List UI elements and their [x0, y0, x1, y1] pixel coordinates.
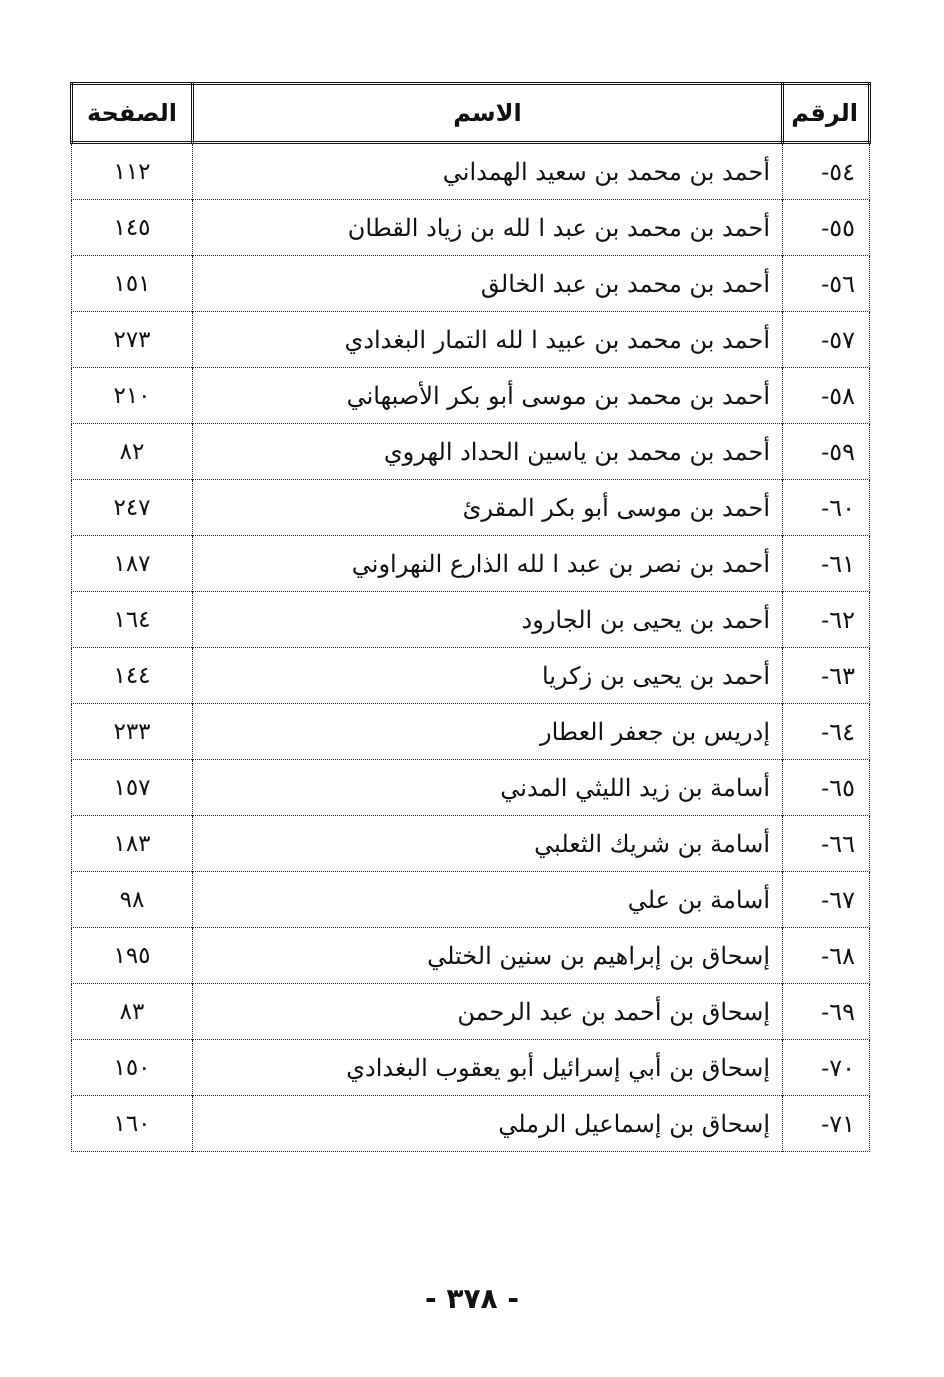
header-page: الصفحة: [72, 84, 193, 143]
row-number: ٥٥-: [783, 200, 870, 256]
row-number: ٦١-: [783, 536, 870, 592]
row-number: ٦٩-: [783, 984, 870, 1040]
header-row: [72, 84, 870, 143]
table-row: [72, 312, 870, 368]
table-body: [72, 143, 870, 1152]
table-row: [72, 648, 870, 704]
row-name: أحمد بن محمد بن عبيد ا لله التمار البغدادي: [193, 312, 783, 368]
table-row: [72, 143, 870, 200]
row-page: ٨٣: [72, 984, 193, 1040]
page-number: - ٣٧٨ -: [424, 1282, 520, 1315]
row-name: إسحاق بن إسماعيل الرملي: [193, 1096, 783, 1152]
row-page: ٩٨: [72, 872, 193, 928]
row-name: أحمد بن محمد بن عبد ا لله بن زياد القطان: [193, 200, 783, 256]
row-number: ٧٠-: [783, 1040, 870, 1096]
row-page: ٢٧٣: [72, 312, 193, 368]
row-number: ٦٦-: [783, 816, 870, 872]
table-row: [72, 368, 870, 424]
row-name: أسامة بن زيد الليثي المدني: [193, 760, 783, 816]
row-number: ٥٤-: [783, 143, 870, 200]
row-page: ١٤٤: [72, 648, 193, 704]
table-row: [72, 592, 870, 648]
row-page: ١١٢: [72, 143, 193, 200]
row-page: ٢١٠: [72, 368, 193, 424]
row-page: ٨٢: [72, 424, 193, 480]
row-page: ١٥٠: [72, 1040, 193, 1096]
row-number: ٦٣-: [783, 648, 870, 704]
table-row: [72, 1040, 870, 1096]
table-row: [72, 536, 870, 592]
row-name: إسحاق بن أبي إسرائيل أبو يعقوب البغدادي: [193, 1040, 783, 1096]
row-name: إسحاق بن إبراهيم بن سنين الختلي: [193, 928, 783, 984]
row-number: ٦٨-: [783, 928, 870, 984]
row-name: أحمد بن محمد بن موسى أبو بكر الأصبهاني: [193, 368, 783, 424]
row-page: ١٥٧: [72, 760, 193, 816]
row-number: ٥٩-: [783, 424, 870, 480]
row-page: ١٦٤: [72, 592, 193, 648]
table-row: [72, 424, 870, 480]
row-number: ٧١-: [783, 1096, 870, 1152]
row-name: أحمد بن نصر بن عبد ا لله الذارع النهراوني: [193, 536, 783, 592]
row-page: ١٨٣: [72, 816, 193, 872]
row-page: ١٤٥: [72, 200, 193, 256]
table-row: [72, 928, 870, 984]
row-page: ١٦٠: [72, 1096, 193, 1152]
table-row: [72, 1096, 870, 1152]
header-name: الاسم: [193, 84, 783, 143]
row-number: ٦٤-: [783, 704, 870, 760]
row-name: أسامة بن شريك الثعلبي: [193, 816, 783, 872]
row-page: ٢٣٣: [72, 704, 193, 760]
row-name: إدريس بن جعفر العطار: [193, 704, 783, 760]
row-number: ٥٦-: [783, 256, 870, 312]
table-row: [72, 984, 870, 1040]
row-name: أسامة بن علي: [193, 872, 783, 928]
row-page: ١٥١: [72, 256, 193, 312]
row-name: أحمد بن محمد بن ياسين الحداد الهروي: [193, 424, 783, 480]
row-name: أحمد بن محمد بن عبد الخالق: [193, 256, 783, 312]
row-name: أحمد بن محمد بن سعيد الهمداني: [193, 143, 783, 200]
row-name: إسحاق بن أحمد بن عبد الرحمن: [193, 984, 783, 1040]
row-number: ٦٧-: [783, 872, 870, 928]
table-row: [72, 760, 870, 816]
header-number: الرقم: [783, 84, 870, 143]
table-row: [72, 480, 870, 536]
table-row: [72, 816, 870, 872]
row-name: أحمد بن يحيى بن زكريا: [193, 648, 783, 704]
row-number: ٦٥-: [783, 760, 870, 816]
row-page: ١٨٧: [72, 536, 193, 592]
table-header: [72, 84, 870, 143]
row-number: ٥٨-: [783, 368, 870, 424]
index-table: [70, 82, 871, 1152]
table-row: [72, 256, 870, 312]
row-number: ٦٠-: [783, 480, 870, 536]
row-number: ٥٧-: [783, 312, 870, 368]
table-row: [72, 872, 870, 928]
row-page: ٢٤٧: [72, 480, 193, 536]
row-page: ١٩٥: [72, 928, 193, 984]
row-number: ٦٢-: [783, 592, 870, 648]
row-name: أحمد بن يحيى بن الجارود: [193, 592, 783, 648]
table-row: [72, 704, 870, 760]
table-row: [72, 200, 870, 256]
row-name: أحمد بن موسى أبو بكر المقرئ: [193, 480, 783, 536]
